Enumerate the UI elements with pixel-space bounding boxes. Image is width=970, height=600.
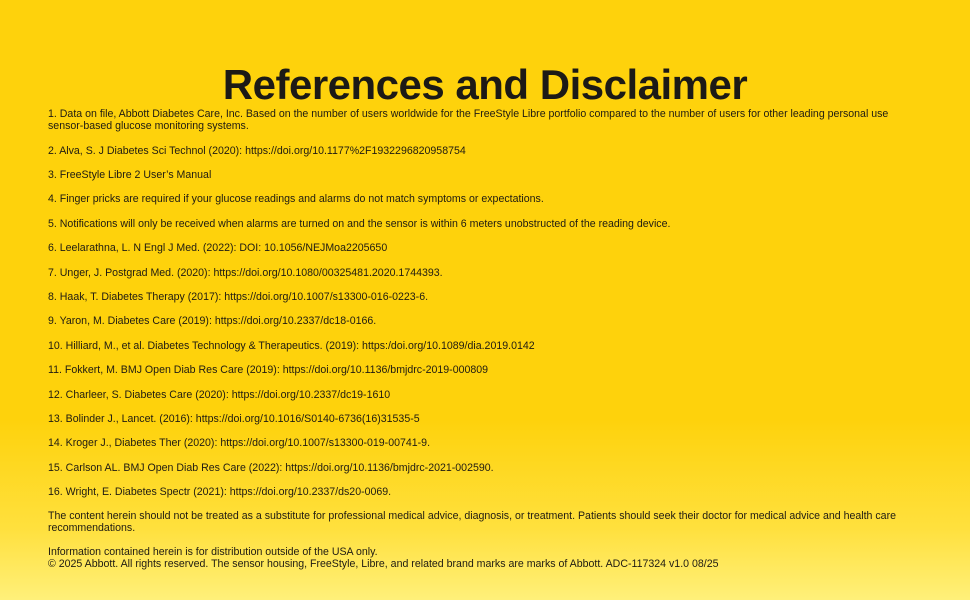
reference-item: 4. Finger pricks are required if your glucose readings and alarms do not match symptoms or expectations. bbox=[48, 193, 544, 206]
reference-item: 13. Bolinder J., Lancet. (2016): https://doi.org/10.1016/S0140-6736(16)31535-5 bbox=[48, 412, 420, 425]
reference-item: 10. Hilliard, M., et al. Diabetes Technology & Therapeutics. (2019): https:/doi.org/10.1089/dia.2019.0142 bbox=[48, 339, 535, 352]
reference-item: 14. Kroger J., Diabetes Ther (2020): https://doi.org/10.1007/s13300-019-00741-9. bbox=[48, 437, 431, 450]
reference-item: 7. Unger, J. Postgrad Med. (2020): https://doi.org/10.1080/00325481.2020.1744393. bbox=[48, 266, 443, 279]
medical-disclaimer: The content herein should not be treated as a substitute for professional medical advice, diagnosis, or treatment. Patients should seek their doctor for medical advice and health care recommendations. bbox=[48, 510, 896, 535]
reference-item: 16. Wright, E. Diabetes Spectr (2021): https://doi.org/10.2337/ds20-0069. bbox=[48, 486, 392, 499]
references-list bbox=[48, 108, 908, 510]
reference-item: 3. FreeStyle Libre 2 User’s Manual bbox=[48, 168, 212, 181]
reference-item: 8. Haak, T. Diabetes Therapy (2017): https://doi.org/10.1007/s13300-016-0223-6. bbox=[48, 290, 429, 303]
distribution-notice: Information contained herein is for distribution outside of the USA only. bbox=[48, 546, 378, 558]
reference-item: 5. Notifications will only be received when alarms are turned on and the sensor is within 6 meters unobstructed of the reading device. bbox=[48, 217, 671, 230]
copyright-notice: © 2025 Abbott. All rights reserved. The sensor housing, FreeStyle, Libre, and related brand marks are marks of Abbott. ADC-117324 v1.0 08/25 bbox=[48, 558, 719, 571]
legal-footer bbox=[48, 546, 918, 570]
reference-item: 15. Carlson AL. BMJ Open Diab Res Care (2022): https://doi.org/10.1136/bmjdrc-2021-002590. bbox=[48, 461, 494, 474]
page-title: References and Disclaimer bbox=[222, 61, 748, 109]
reference-item: 11. Fokkert, M. BMJ Open Diab Res Care (2019): https://doi.org/10.1136/bmjdrc-2019-000809 bbox=[48, 364, 489, 377]
reference-item: 9. Yaron, M. Diabetes Care (2019): https://doi.org/10.2337/dc18-0166. bbox=[48, 315, 377, 328]
reference-item: 2. Alva, S. J Diabetes Sci Technol (2020): https://doi.org/10.1177%2F1932296820958754 bbox=[48, 144, 466, 157]
reference-item: 12. Charleer, S. Diabetes Care (2020): https://doi.org/10.2337/dc19-1610 bbox=[48, 388, 391, 401]
reference-item: 1. Data on file, Abbott Diabetes Care, Inc. Based on the number of users worldwide for the FreeStyle Libre portfolio compared to the number of users for other leading personal use sensor-based glucose monitoring systems. bbox=[48, 108, 889, 133]
reference-item: 6. Leelarathna, L. N Engl J Med. (2022): DOI: 10.1056/NEJMoa2205650 bbox=[48, 242, 388, 255]
